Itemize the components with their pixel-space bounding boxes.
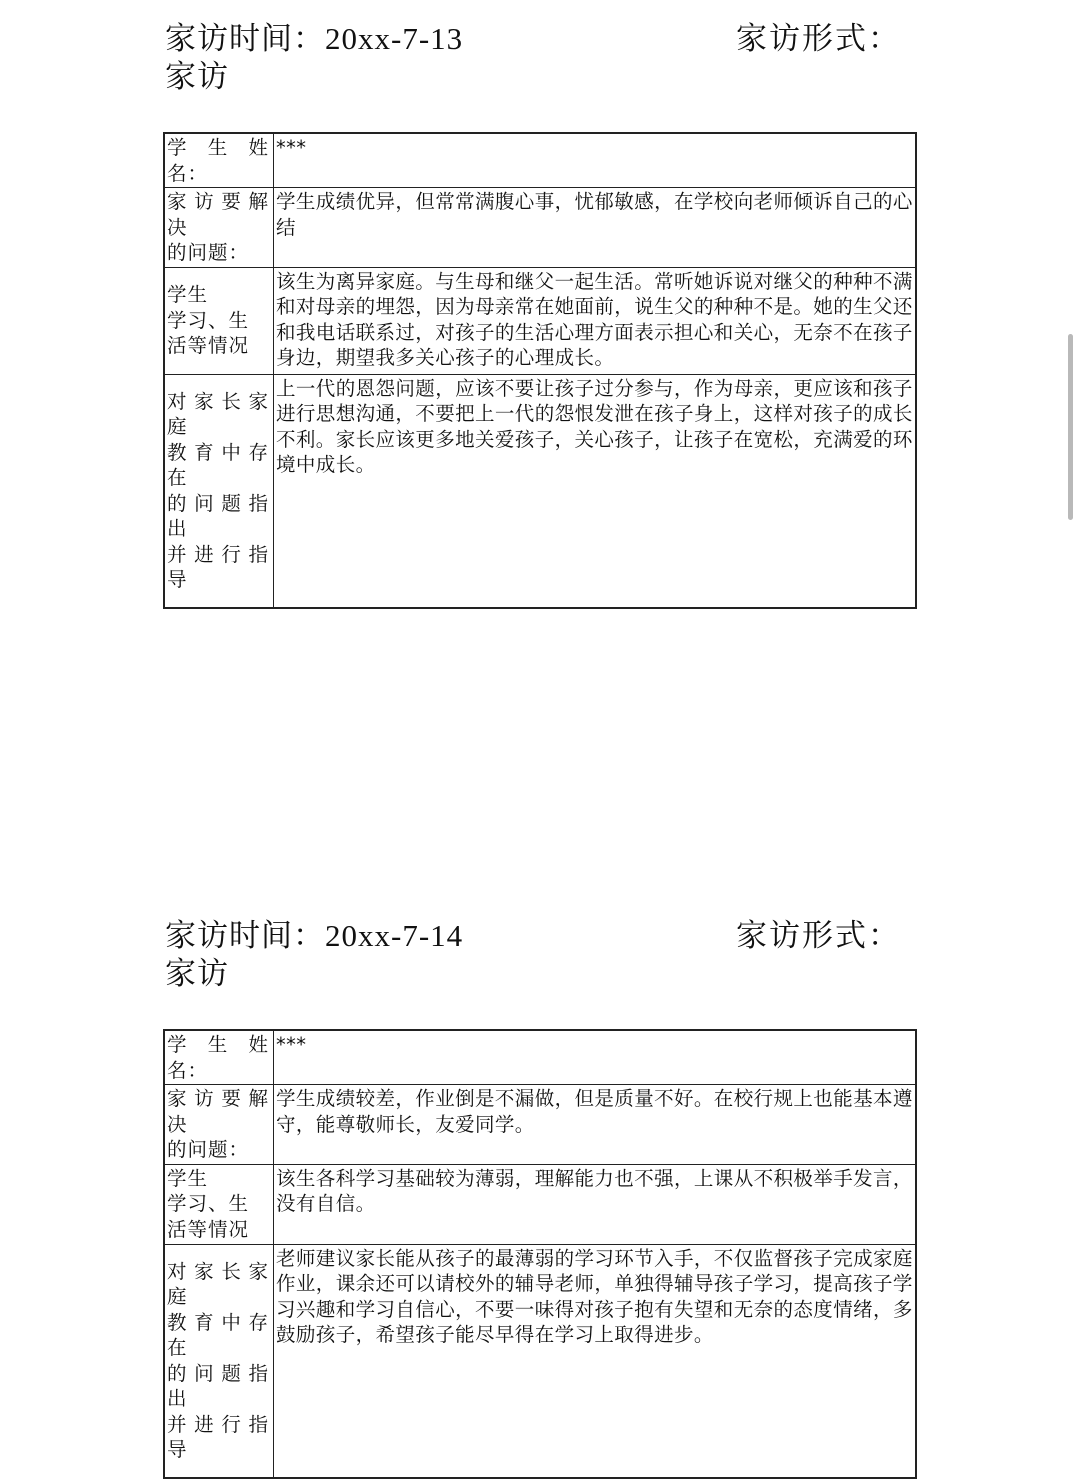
row-label-situation: 学生 学习、生 活等情况: [164, 1164, 274, 1244]
visit-table: [163, 132, 917, 609]
visit-time-label: 家访时间：: [165, 918, 325, 954]
scrollbar[interactable]: [1068, 334, 1073, 520]
record-header: [163, 917, 917, 1029]
visit-form-value: 家访: [165, 59, 229, 95]
table-row: [164, 1244, 916, 1478]
visit-form-label: 家访形式：: [736, 918, 901, 954]
row-content-student-name: ***: [274, 133, 917, 188]
row-label-student-name: 学生姓 名：: [164, 1030, 274, 1085]
home-visit-record-1: [163, 20, 917, 609]
visit-time: [165, 917, 463, 955]
row-label-guidance: 对家长家 庭 教育中存 在 的问题指 出 并进行指 导: [164, 1244, 274, 1478]
row-label-guidance: 对家长家 庭 教育中存 在 的问题指 出 并进行指 导: [164, 374, 274, 608]
record-header: [163, 20, 917, 132]
table-row: [164, 1164, 916, 1244]
row-label-issue: 家访要解 决 的问题：: [164, 188, 274, 268]
row-label-issue: 家访要解 决 的问题：: [164, 1085, 274, 1165]
visit-time-label: 家访时间：: [165, 21, 325, 57]
row-content-issue: 学生成绩较差，作业倒是不漏做，但是质量不好。在校行规上也能基本遵守，能尊敬师长，友爱同学。: [274, 1085, 917, 1165]
visit-time-value: 20xx-7-13: [325, 21, 464, 56]
visit-time-value: 20xx-7-14: [325, 918, 464, 953]
table-row: [164, 267, 916, 374]
row-label-student-name: 学生姓 名：: [164, 133, 274, 188]
visit-table: [163, 1029, 917, 1479]
table-row: [164, 188, 916, 268]
table-row: [164, 1085, 916, 1165]
row-content-guidance: 老师建议家长能从孩子的最薄弱的学习环节入手，不仅监督孩子完成家庭作业，课余还可以请校外的辅导老师，单独得辅导孩子学习，提高孩子学习兴趣和学习自信心，不要一味得对孩子抱有失望和无奈的态度情绪，多鼓励孩子，希望孩子能尽早得在学习上取得进步。: [274, 1244, 917, 1478]
row-content-issue: 学生成绩优异，但常常满腹心事，忧郁敏感，在学校向老师倾诉自己的心结: [274, 188, 917, 268]
row-content-situation: 该生各科学习基础较为薄弱，理解能力也不强，上课从不积极举手发言，没有自信。: [274, 1164, 917, 1244]
row-content-situation: 该生为离异家庭。与生母和继父一起生活。常听她诉说对继父的种种不满和对母亲的埋怨，因为母亲常在她面前，说生父的种种不是。她的生父还和我电话联系过，对孩子的生活心理方面表示担心和关心，无奈不在孩子身边，期望我多关心孩子的心理成长。: [274, 267, 917, 374]
row-content-guidance: 上一代的恩怨问题，应该不要让孩子过分参与，作为母亲，更应该和孩子进行思想沟通，不要把上一代的怨恨发泄在孩子身上，这样对孩子的成长不利。家长应该更多地关爱孩子，关心孩子，让孩子在宽松，充满爱的环境中成长。: [274, 374, 917, 608]
visit-time: [165, 20, 463, 58]
visit-form-label: 家访形式：: [736, 21, 901, 57]
table-row: [164, 374, 916, 608]
row-content-student-name: ***: [274, 1030, 917, 1085]
table-row: [164, 1030, 916, 1085]
row-label-situation: 学生 学习、生 活等情况: [164, 267, 274, 374]
home-visit-record-2: [163, 917, 917, 1479]
table-row: [164, 133, 916, 188]
visit-form-value: 家访: [165, 956, 229, 992]
